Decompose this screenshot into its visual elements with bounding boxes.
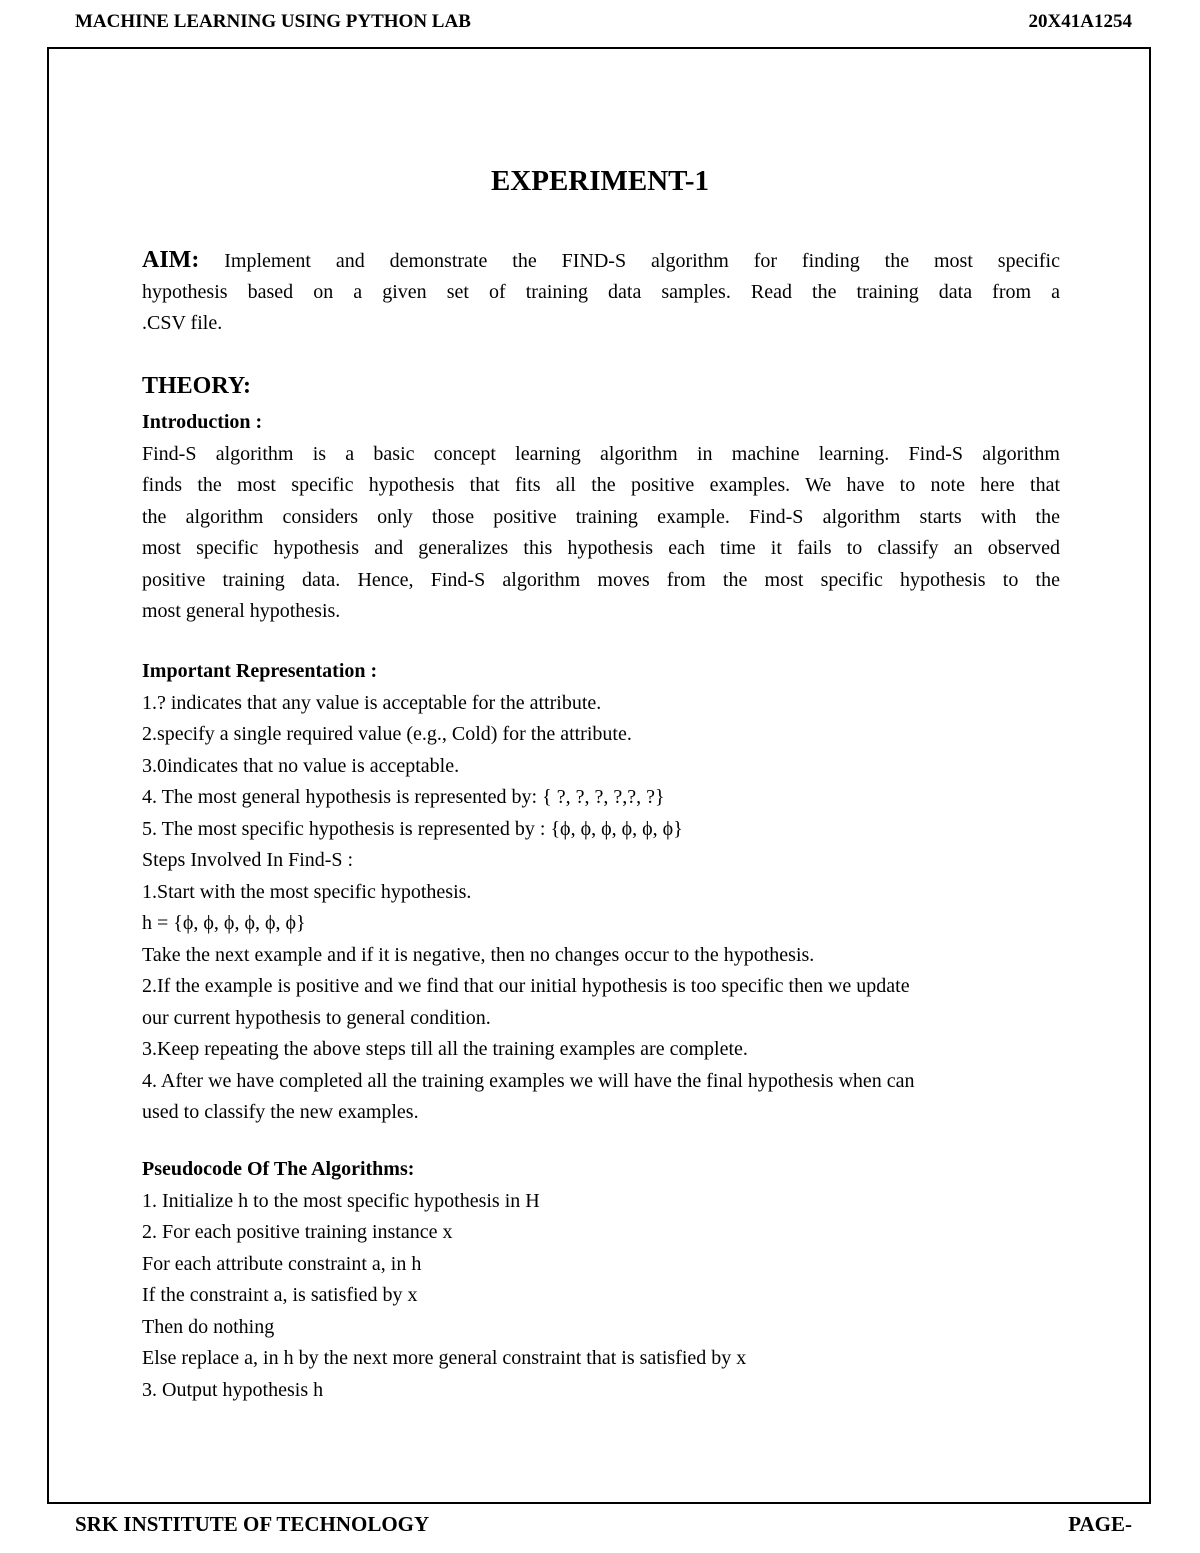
step-line: Take the next example and if it is negative, then no changes occur to the hypothesis. [142,943,815,966]
pseudocode-line: Then do nothing [142,1315,275,1338]
intro-line: positive training data. Hence, Find-S algorithm moves from the most specific hypothesis to the [142,568,1060,591]
step-line: 4. After we have completed all the training examples we will have the final hypothesis when can [142,1069,915,1092]
aim-label: AIM: [142,247,200,273]
intro-line: most specific hypothesis and generalizes this hypothesis each time it fails to classify an observed [142,537,1060,559]
representation-line: 5. The most specific hypothesis is represented by : {ϕ, ϕ, ϕ, ϕ, ϕ, ϕ} [142,817,683,840]
pseudocode-line: For each attribute constraint a, in h [142,1252,422,1275]
theory-heading: THEORY: [142,373,251,399]
pseudocode-heading: Pseudocode Of The Algorithms: [142,1158,415,1180]
step-line: our current hypothesis to general condition. [142,1006,491,1029]
representation-line: 3.0indicates that no value is acceptable. [142,754,460,777]
step-line: 2.If the example is positive and we find that our initial hypothesis is too specific then we update [142,975,910,997]
representation-section [142,656,1060,1129]
aim-paragraph [142,245,1060,339]
step-line: 3.Keep repeating the above steps till all the training examples are complete. [142,1038,748,1060]
running-header-course: MACHINE LEARNING USING PYTHON LAB [75,11,471,32]
aim-line-2: hypothesis based on a given set of training data samples. Read the training data from a [142,281,1060,303]
steps-heading: Steps Involved In Find-S : [142,849,354,871]
pseudocode-line: 2. For each positive training instance x [142,1221,453,1243]
pseudocode-line: 3. Output hypothesis h [142,1378,324,1401]
aim-line-3: .CSV file. [142,312,223,334]
footer-institute: SRK INSTITUTE OF TECHNOLOGY [75,1512,430,1536]
step-line: h = {ϕ, ϕ, ϕ, ϕ, ϕ, ϕ} [142,912,306,934]
introduction-heading: Introduction : [142,411,263,433]
representation-line: 2.specify a single required value (e.g., Cold) for the attribute. [142,723,632,745]
intro-line: most general hypothesis. [142,600,341,622]
introduction-section [142,407,1060,628]
step-line: used to classify the new examples. [142,1101,419,1123]
pseudocode-line: 1. Initialize h to the most specific hypothesis in H [142,1189,540,1212]
representation-line: 1.? indicates that any value is acceptable for the attribute. [142,691,602,714]
step-line: 1.Start with the most specific hypothesis. [142,880,472,903]
pseudocode-line: If the constraint a, is satisfied by x [142,1284,418,1306]
pseudocode-section [142,1154,1060,1406]
running-header-roll-number: 20X41A1254 [1028,11,1132,32]
footer-page-label: PAGE- [1068,1512,1132,1536]
experiment-title: EXPERIMENT-1 [490,165,710,197]
representation-line: 4. The most general hypothesis is represented by: { ?, ?, ?, ?,?, ?} [142,786,665,808]
aim-text-1: Implement and demonstrate the FIND-S algorithm for finding the most specific [224,250,1060,272]
intro-line: Find-S algorithm is a basic concept learning algorithm in machine learning. Find-S algorithm [142,442,1060,465]
intro-line: finds the most specific hypothesis that fits all the positive examples. We have to note here that [142,474,1060,496]
intro-line: the algorithm considers only those positive training example. Find-S algorithm starts with the [142,505,1060,528]
pseudocode-line: Else replace a, in h by the next more general constraint that is satisfied by x [142,1347,747,1369]
representation-heading: Important Representation : [142,660,378,682]
aim-line-1 [142,245,1060,277]
